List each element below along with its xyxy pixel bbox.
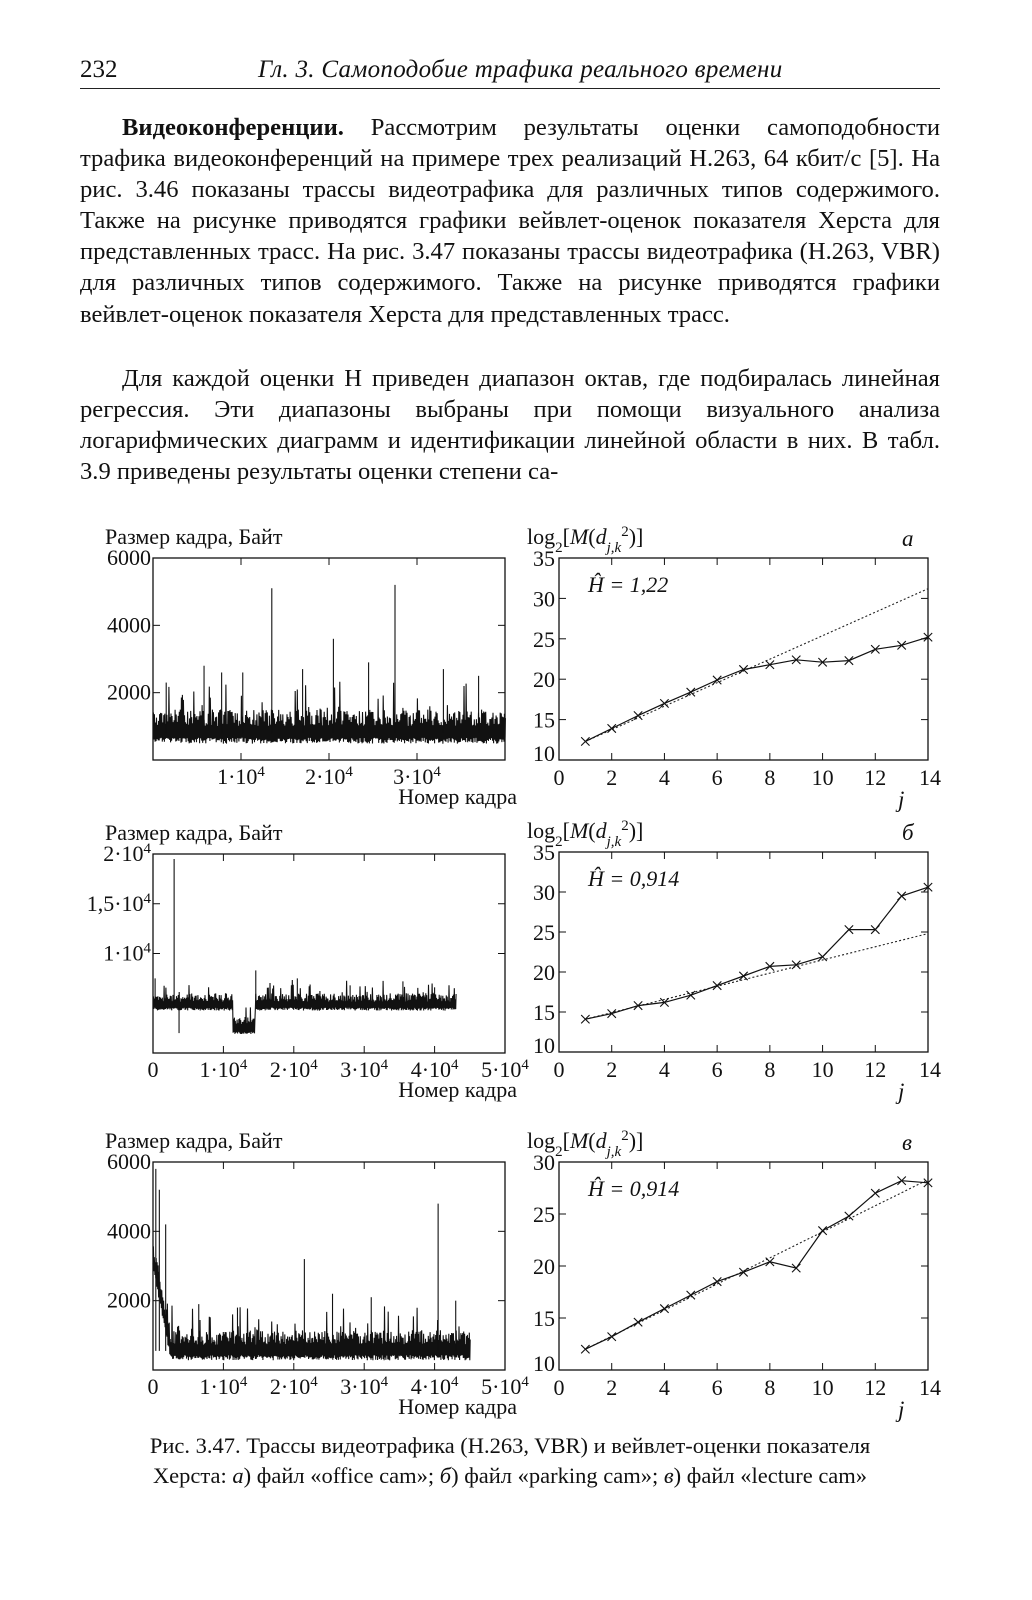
x-tick-label: 2: [606, 765, 618, 790]
data-point: [739, 972, 747, 980]
x-tick-label: $3\cdot 10^4$: [340, 1374, 389, 1399]
x-tick-label: $4\cdot 10^4$: [410, 1374, 459, 1399]
y-tick-label: 20: [533, 1254, 555, 1279]
caption-file-b: ) файл «parking cam»;: [451, 1463, 664, 1488]
x-axis-label: j: [898, 1397, 905, 1422]
x-tick-label: $5\cdot 10^4$: [481, 1374, 529, 1399]
paragraph-text: Для каждой оценки H приведен диапазон октав, где подбиралась линейная регрессия. Эти диапазоны выбраны при помощи визуального анализа логарифмических диаграмм и идентификации линейной области в них. В табл. 3.9 приведены результаты оценки степени са-: [80, 365, 940, 486]
data-point: [634, 1318, 642, 1326]
regression-line: [585, 589, 928, 742]
x-tick-label: 12: [864, 1057, 887, 1082]
y-tick-label: 25: [533, 626, 555, 652]
trace-chart-2: [87, 820, 530, 1102]
logscale-chart-3: [527, 1128, 941, 1422]
data-point: [871, 1189, 879, 1197]
x-tick-label: 6: [711, 1375, 723, 1400]
x-tick-label: 10: [811, 1375, 834, 1400]
x-axis-label: Номер кадра: [398, 784, 517, 809]
y-tick-label: 6000: [107, 1149, 151, 1174]
data-point: [634, 711, 642, 719]
y-tick-label: 10: [533, 1351, 555, 1376]
data-point: [687, 688, 695, 696]
paragraph-videoconference: [80, 112, 940, 330]
x-tick-label: 6: [711, 1057, 723, 1082]
x-tick-label: 2: [606, 1057, 618, 1082]
x-tick-label: 4: [658, 1057, 670, 1082]
y-tick-label: 20: [533, 960, 555, 985]
y-tick-label: 15: [533, 1000, 555, 1025]
y-tick-label: 35: [533, 840, 555, 865]
x-axis-label: Номер кадра: [398, 1077, 517, 1102]
caption-prefix: Херста:: [152, 1463, 233, 1488]
trace-chart-3: [105, 1128, 529, 1419]
caption-file-a: ) файл «office cam»;: [243, 1463, 440, 1488]
x-tick-label: 0: [553, 1057, 565, 1082]
data-point: [687, 991, 695, 999]
figure-caption: [80, 1431, 940, 1491]
panel-label: а: [902, 526, 914, 551]
x-tick-label: 6: [711, 765, 723, 790]
x-axis-label: j: [898, 787, 905, 812]
trace-series: [153, 980, 456, 1034]
estimate-series: [585, 887, 928, 1019]
y-tick-label: $1,5\cdot 10^4$: [86, 890, 151, 916]
y-tick-label: 35: [533, 546, 555, 571]
x-tick-label: $2\cdot 10^4$: [305, 764, 353, 789]
hurst-estimate: Ĥ = 1,22: [588, 572, 669, 597]
y-tick-label: 10: [533, 741, 555, 766]
x-tick-label: 8: [764, 1057, 776, 1082]
trace-series: [153, 682, 505, 744]
running-head: Гл. 3. Самоподобие трафика реального времени: [258, 56, 783, 83]
x-tick-label: $1\cdot 10^4$: [199, 1374, 248, 1399]
data-point: [897, 892, 905, 900]
caption-letter-a: а: [232, 1463, 244, 1488]
x-tick-label: $2\cdot 10^4$: [269, 1057, 318, 1082]
x-tick-label: 2: [606, 1375, 618, 1400]
paragraph-lead: Видеоконференции.: [122, 114, 344, 141]
y-tick-label: 25: [533, 920, 555, 945]
data-point: [660, 1304, 668, 1312]
caption-file-c: ) файл «lecture cam»: [673, 1463, 868, 1488]
data-point: [581, 1345, 589, 1353]
y-tick-label: 20: [533, 667, 555, 693]
y-axis-label: Размер кадра, Байт: [105, 1128, 283, 1153]
logscale-chart-1: [527, 524, 941, 812]
x-axis-label: Номер кадра: [398, 1394, 517, 1419]
x-tick-label: 10: [811, 1057, 834, 1082]
y-tick-label: 2000: [107, 679, 151, 705]
x-tick-label: $3\cdot 10^4$: [393, 764, 441, 789]
trace-series: [153, 1246, 470, 1360]
x-tick-label: 14: [919, 1057, 941, 1082]
x-tick-label: $5\cdot 10^4$: [481, 1057, 529, 1082]
caption-letter-b: б: [439, 1463, 452, 1488]
x-tick-label: 8: [764, 1375, 776, 1400]
x-tick-label: 4: [658, 1375, 670, 1400]
data-point: [687, 1291, 695, 1299]
data-point: [845, 1212, 853, 1220]
data-point: [766, 1258, 774, 1266]
y-tick-label: 4000: [107, 612, 151, 638]
data-point: [713, 1277, 721, 1285]
x-tick-label: $4\cdot 10^4$: [410, 1057, 459, 1082]
x-tick-label: 14: [919, 1375, 941, 1400]
hurst-estimate: Ĥ = 0,914: [588, 1176, 680, 1201]
y-tick-label: 4000: [107, 1218, 151, 1244]
figure-3-47: [0, 510, 1032, 1430]
caption-letter-c: в: [663, 1463, 674, 1488]
y-tick-label: 30: [533, 880, 555, 905]
x-tick-label: 8: [764, 765, 776, 790]
data-point: [581, 737, 589, 745]
paragraph-hurst-ranges: [80, 363, 940, 487]
estimate-series: [585, 637, 928, 741]
x-tick-label: 4: [658, 765, 670, 790]
y-axis-label: Размер кадра, Байт: [105, 820, 283, 845]
y-tick-label: 30: [533, 586, 555, 612]
y-axis-label: $\log_2[M(d_{j,k}^2)]$: [527, 524, 644, 556]
x-tick-label: 0: [147, 1374, 159, 1399]
x-tick-label: 0: [553, 765, 565, 790]
x-tick-label: 10: [811, 765, 834, 790]
y-tick-label: 15: [533, 1306, 555, 1331]
y-axis-label: $\log_2[M(d_{j,k}^2)]$: [527, 818, 644, 850]
x-tick-label: 0: [147, 1057, 159, 1082]
x-tick-label: 14: [919, 765, 941, 790]
x-tick-label: $2\cdot 10^4$: [269, 1374, 318, 1399]
y-tick-label: 2000: [107, 1287, 151, 1313]
trace-chart-1: [105, 524, 517, 809]
data-point: [792, 1264, 800, 1272]
x-tick-label: $1\cdot 10^4$: [199, 1057, 248, 1082]
y-tick-label: 10: [533, 1033, 555, 1058]
x-axis-label: j: [898, 1079, 905, 1104]
paragraph-text: Рассмотрим результаты оценки самоподобности трафика видеоконференций на примере трех реализаций H.263, 64 кбит/с [5]. На рис. 3.46 показаны трассы видеотрафика для различных типов содержимого. Также на рисунке приводятся графики вейвлет-оценок показателя Херста для представленных трасс. На рис. 3.47 показаны трассы видеотрафика (H.263, VBR) для различных типов содержимого. Также на рисунке приводятся графики вейвлет-оценок показателя Херста для представленных трасс.: [80, 114, 940, 328]
data-point: [818, 1226, 826, 1234]
x-tick-label: 12: [864, 765, 887, 790]
y-tick-label: 25: [533, 1202, 555, 1227]
y-tick-label: 30: [533, 1150, 555, 1175]
data-point: [608, 724, 616, 732]
data-point: [581, 1015, 589, 1023]
hurst-estimate: Ĥ = 0,914: [588, 866, 680, 891]
y-tick-label: 15: [533, 707, 555, 733]
x-tick-label: 0: [553, 1375, 565, 1400]
page-number: 232: [80, 56, 118, 83]
data-point: [608, 1009, 616, 1017]
caption-line-1: Рис. 3.47. Трассы видеотрафика (H.263, VBR) и вейвлет-оценки показателя: [149, 1433, 871, 1458]
data-point: [660, 699, 668, 707]
x-tick-label: $1\cdot 10^4$: [217, 764, 265, 789]
y-tick-label: $2\cdot 10^4$: [103, 841, 151, 866]
y-tick-label: $1\cdot 10^4$: [103, 940, 151, 966]
y-axis-label: Размер кадра, Байт: [105, 524, 283, 549]
page-header: [80, 52, 940, 89]
y-tick-label: 6000: [107, 545, 151, 570]
plot-frame: [153, 854, 505, 1053]
x-tick-label: 12: [864, 1375, 887, 1400]
panel-label: б: [902, 820, 914, 845]
x-tick-label: $3\cdot 10^4$: [340, 1057, 389, 1082]
logscale-chart-2: [527, 818, 941, 1104]
y-axis-label: $\log_2[M(d_{j,k}^2)]$: [527, 1128, 644, 1160]
panel-label: в: [902, 1130, 912, 1155]
data-point: [608, 1333, 616, 1341]
